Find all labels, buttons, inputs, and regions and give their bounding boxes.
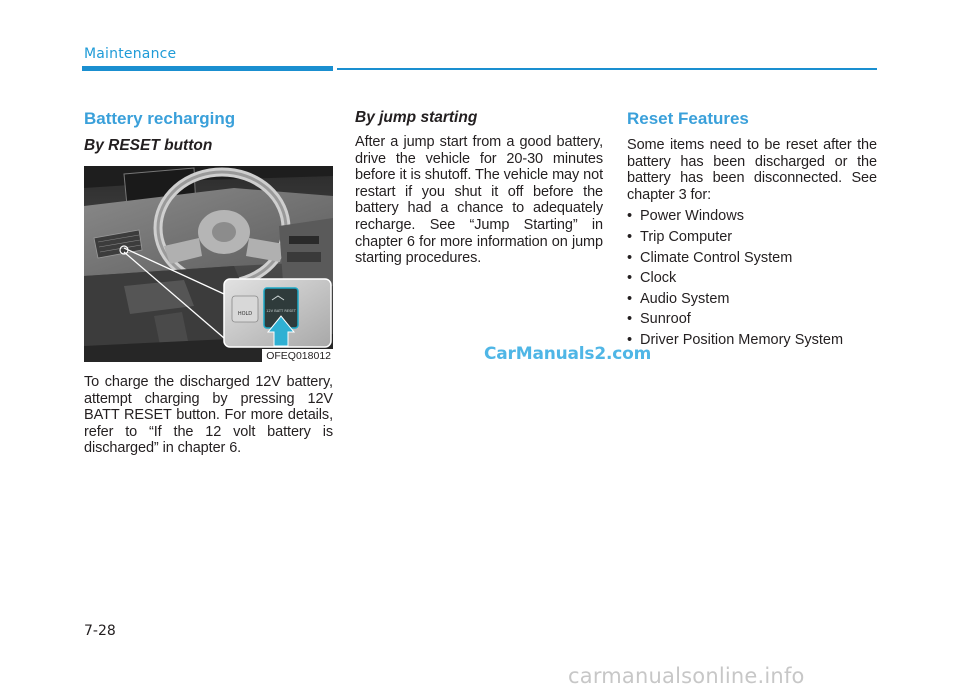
dashboard-drawing [84, 166, 333, 362]
column-reset-features [627, 108, 877, 351]
list-item-label: Clock [640, 270, 677, 287]
reset-label: 12V BATT RESET [266, 309, 296, 313]
subheading-jump-starting: By jump starting [355, 109, 478, 126]
list-item [627, 248, 877, 269]
list-item-label: Trip Computer [640, 228, 733, 245]
subheading-reset-button: By RESET button [84, 137, 213, 154]
list-item [627, 227, 877, 248]
list-item [627, 330, 877, 351]
bullet-icon: • [627, 270, 633, 287]
list-item-label: Driver Position Memory System [640, 331, 844, 348]
list-item-label: Sunroof [640, 311, 691, 328]
paragraph-reset-features: Some items need to be reset after the battery has been discharged or the battery has been disconnected. See chapter 3 for: [627, 137, 877, 203]
section-label: Maintenance [84, 46, 177, 62]
list-item [627, 289, 877, 310]
list-item [627, 268, 877, 289]
list-item [627, 309, 877, 330]
column-battery-recharging [84, 108, 333, 457]
bullet-icon: • [627, 228, 633, 245]
bullet-icon: • [627, 290, 633, 307]
bullet-icon: • [627, 208, 633, 225]
bullet-icon: • [627, 249, 633, 266]
page-number: 7-28 [84, 623, 116, 639]
paragraph-jump-starting: After a jump start from a good battery, drive the vehicle for 20-30 minutes before it is shutoff. The vehicle may not restart if you shut it off before the battery had a chance to adequately recharge. See “Jump Starting” in chapter 6 for more information on jump starting procedures. [355, 134, 603, 267]
heading-battery-recharging: Battery recharging [84, 109, 236, 128]
list-item-label: Audio System [640, 290, 730, 307]
figure-code: OFEQ018012 [262, 349, 333, 362]
watermark-link[interactable]: CarManuals2.com [484, 344, 652, 364]
list-item-label: Power Windows [640, 208, 744, 225]
bullet-icon: • [627, 331, 633, 348]
list-item [627, 206, 877, 227]
reset-items-list [627, 206, 877, 350]
hold-label: HOLD [237, 311, 253, 317]
column-jump-starting [355, 108, 603, 267]
list-item-label: Climate Control System [640, 249, 793, 266]
heading-reset-features: Reset Features [627, 109, 749, 128]
paragraph-reset-button: To charge the discharged 12V battery, attempt charging by pressing 12V BATT RESET button. For more details, refer to “If the 12 volt battery is discharged” in chapter 6. [84, 374, 333, 457]
header-rule-thick [82, 66, 333, 71]
footer-watermark: carmanualsonline.info [568, 664, 805, 688]
dashboard-illustration [84, 166, 333, 362]
bullet-icon: • [627, 311, 633, 328]
header-rule-thin [337, 68, 877, 70]
